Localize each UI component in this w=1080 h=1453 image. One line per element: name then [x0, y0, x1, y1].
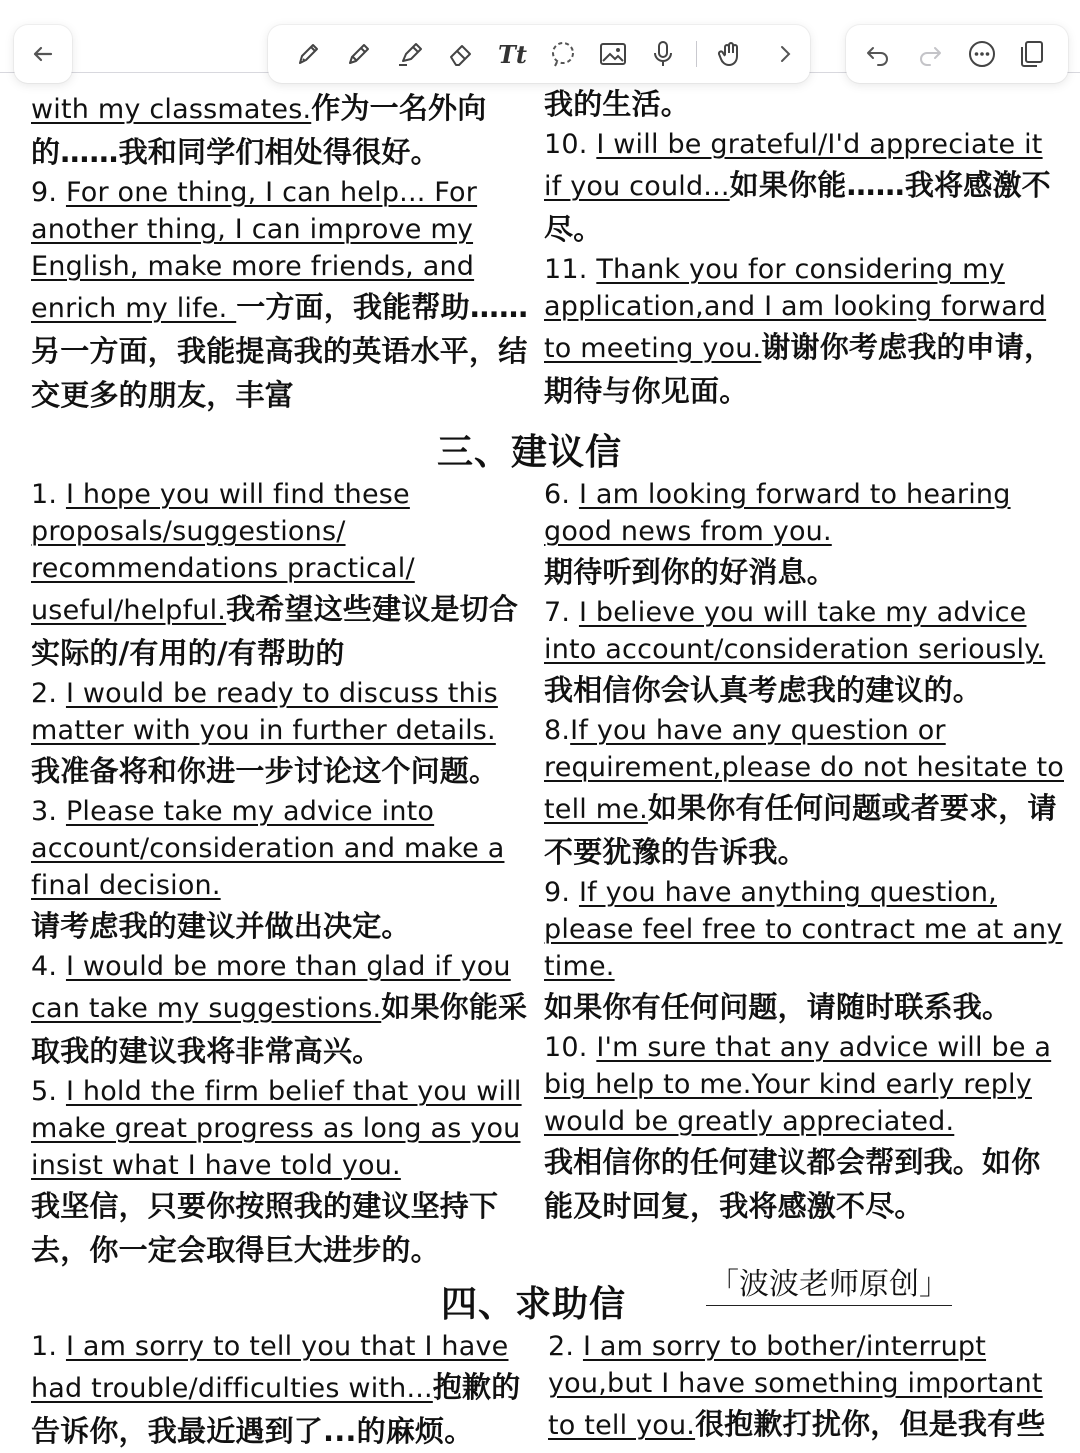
item-number: 9. — [31, 177, 66, 208]
item-number: 5. — [31, 1076, 66, 1107]
phrase-chinese: 一方面，我能帮助……另一方面，我能提高我的英语水平，结交更多的朋友，丰富 — [31, 290, 529, 412]
section2-left-column — [31, 86, 529, 417]
phrase-item — [31, 793, 529, 948]
phrase-item — [548, 1328, 1068, 1446]
pen-icon[interactable] — [288, 34, 328, 74]
redo-icon[interactable] — [910, 34, 950, 74]
phrase-item — [544, 594, 1064, 712]
phrase-item — [31, 1328, 529, 1453]
phrase-english: I hold the firm belief that you will make great progress as long as you insist what I have told you. — [31, 1076, 522, 1181]
pages-icon[interactable] — [1012, 34, 1052, 74]
phrase-item — [31, 86, 529, 174]
phrase-chinese: 如果你能采取我的建议我将非常高兴。 — [31, 990, 528, 1068]
phrase-item — [544, 251, 1064, 413]
item-number: 4. — [31, 951, 66, 982]
hand-gesture-icon[interactable] — [711, 34, 751, 74]
item-number: 10. — [544, 1032, 597, 1063]
phrase-chinese: 我坚信，只要你按照我的建议坚持下去，你一定会取得巨大进步的。 — [31, 1189, 499, 1267]
phrase-english: If you have anything question, please feel free to contract me at any time. — [544, 877, 1063, 982]
phrase-english: I will be grateful/I'd appreciate it if you could... — [544, 129, 1043, 202]
phrase-chinese: 我相信你的任何建议都会帮到我。如你能及时回复，我将感激不尽。 — [544, 1145, 1041, 1223]
phrase-english: with my classmates. — [31, 94, 312, 125]
undo-icon[interactable] — [858, 34, 898, 74]
phrase-chinese: 谢谢你考虑我的申请，期待与你见面。 — [544, 330, 1054, 408]
item-number: 2. — [31, 678, 66, 709]
phrase-chinese: 我的生活。 — [544, 87, 691, 121]
section3-right-column — [544, 476, 1064, 1228]
phrase-english: For one thing, I can help... For another thing, I can improve my English, make more friends, and enrich my life. — [31, 177, 478, 324]
section4-left-column — [31, 1328, 529, 1453]
item-number: 6. — [544, 479, 579, 510]
phrase-item — [31, 948, 529, 1073]
phrase-chinese: 请考虑我的建议并做出决定。 — [31, 909, 411, 943]
phrase-item — [544, 874, 1064, 1029]
phrase-english: If you have any question or requirement,please do not hesitate to tell me. — [544, 715, 1064, 825]
phrase-item — [544, 712, 1064, 874]
phrase-english: I am sorry to tell you that I have had trouble/difficulties with... — [31, 1331, 509, 1404]
microphone-icon[interactable] — [643, 34, 683, 74]
item-number: 1. — [31, 1331, 66, 1362]
phrase-english: I would be more than glad if you can take my suggestions. — [31, 951, 511, 1024]
phrase-item — [31, 174, 529, 417]
item-number: 1. — [31, 479, 66, 510]
phrase-english: I hope you will find these proposals/suggestions/ recommendations practical/ useful/helpful. — [31, 479, 415, 626]
phrase-chinese: 如果你有任何问题，请随时联系我。 — [544, 990, 1012, 1024]
phrase-chinese: 抱歉的告诉你，我最近遇到了...的麻烦。 — [31, 1370, 521, 1448]
tools-palette — [268, 25, 810, 83]
chevron-right-icon[interactable] — [765, 34, 805, 74]
lasso-icon[interactable] — [543, 34, 583, 74]
phrase-chinese: 作为一名外向的……我和同学们相处得很好。 — [31, 91, 487, 169]
phrase-chinese: 我准备将和你进一步讨论这个问题。 — [31, 754, 499, 788]
toolbar-separator — [696, 41, 697, 67]
item-number: 7. — [544, 597, 579, 628]
item-number: 11. — [544, 254, 597, 285]
text-tool-icon[interactable] — [492, 34, 532, 74]
document-actions — [846, 25, 1068, 83]
image-icon[interactable] — [593, 34, 633, 74]
arrow-left-icon — [23, 34, 63, 74]
phrase-item — [544, 476, 1064, 594]
section-heading: 三、建议信 — [437, 432, 623, 473]
section3-left-column — [31, 476, 529, 1272]
item-number: 3. — [31, 796, 66, 827]
toolbar — [0, 0, 1080, 92]
back-button[interactable] — [14, 25, 72, 83]
phrase-chinese: 期待听到你的好消息。 — [544, 555, 837, 589]
phrase-item — [31, 1073, 529, 1272]
pencil-icon[interactable] — [339, 34, 379, 74]
phrase-english: I would be ready to discuss this matter with you in further details. — [31, 678, 498, 746]
eraser-icon[interactable] — [441, 34, 481, 74]
phrase-item — [31, 476, 529, 675]
highlighter-icon[interactable] — [390, 34, 430, 74]
section4-right-column — [548, 1328, 1068, 1446]
item-number: 8. — [544, 715, 571, 746]
phrase-chinese: 我希望这些建议是切合实际的/有用的/有帮助的 — [31, 592, 519, 670]
phrase-chinese: 我相信你会认真考虑我的建议的。 — [544, 673, 983, 707]
section2-right-column — [544, 82, 1064, 413]
phrase-chinese: 很抱歉打扰你，但是我有些 — [695, 1407, 1046, 1441]
more-icon[interactable] — [962, 34, 1002, 74]
phrase-english: I am looking forward to hearing good news from you. — [544, 479, 1011, 547]
phrase-chinese: 如果你有任何问题或者要求，请不要犹豫的告诉我。 — [544, 791, 1057, 869]
phrase-item — [31, 675, 529, 793]
phrase-english: I believe you will take my advice into account/consideration seriously. — [544, 597, 1046, 665]
phrase-english: I'm sure that any advice will be a big help to me.Your kind early reply would be greatly appreciated. — [544, 1032, 1052, 1137]
phrase-item — [544, 1029, 1064, 1228]
section-heading: 四、求助信 — [441, 1284, 627, 1325]
item-number: 2. — [548, 1331, 583, 1362]
item-number: 10. — [544, 129, 597, 160]
phrase-english: I am sorry to bother/interrupt you,but I have something important to tell you. — [548, 1331, 1043, 1441]
svg-text:Tt: Tt — [498, 40, 527, 69]
phrase-english: Please take my advice into account/consideration and make a final decision. — [31, 796, 505, 901]
phrase-english: Thank you for considering my application,and I am looking forward to meeting you. — [544, 254, 1047, 364]
phrase-chinese: 如果你能……我将感激不尽。 — [544, 168, 1051, 246]
phrase-item — [544, 126, 1064, 251]
author-stamp: 「波波老师原创」 — [706, 1265, 952, 1306]
item-number: 9. — [544, 877, 579, 908]
